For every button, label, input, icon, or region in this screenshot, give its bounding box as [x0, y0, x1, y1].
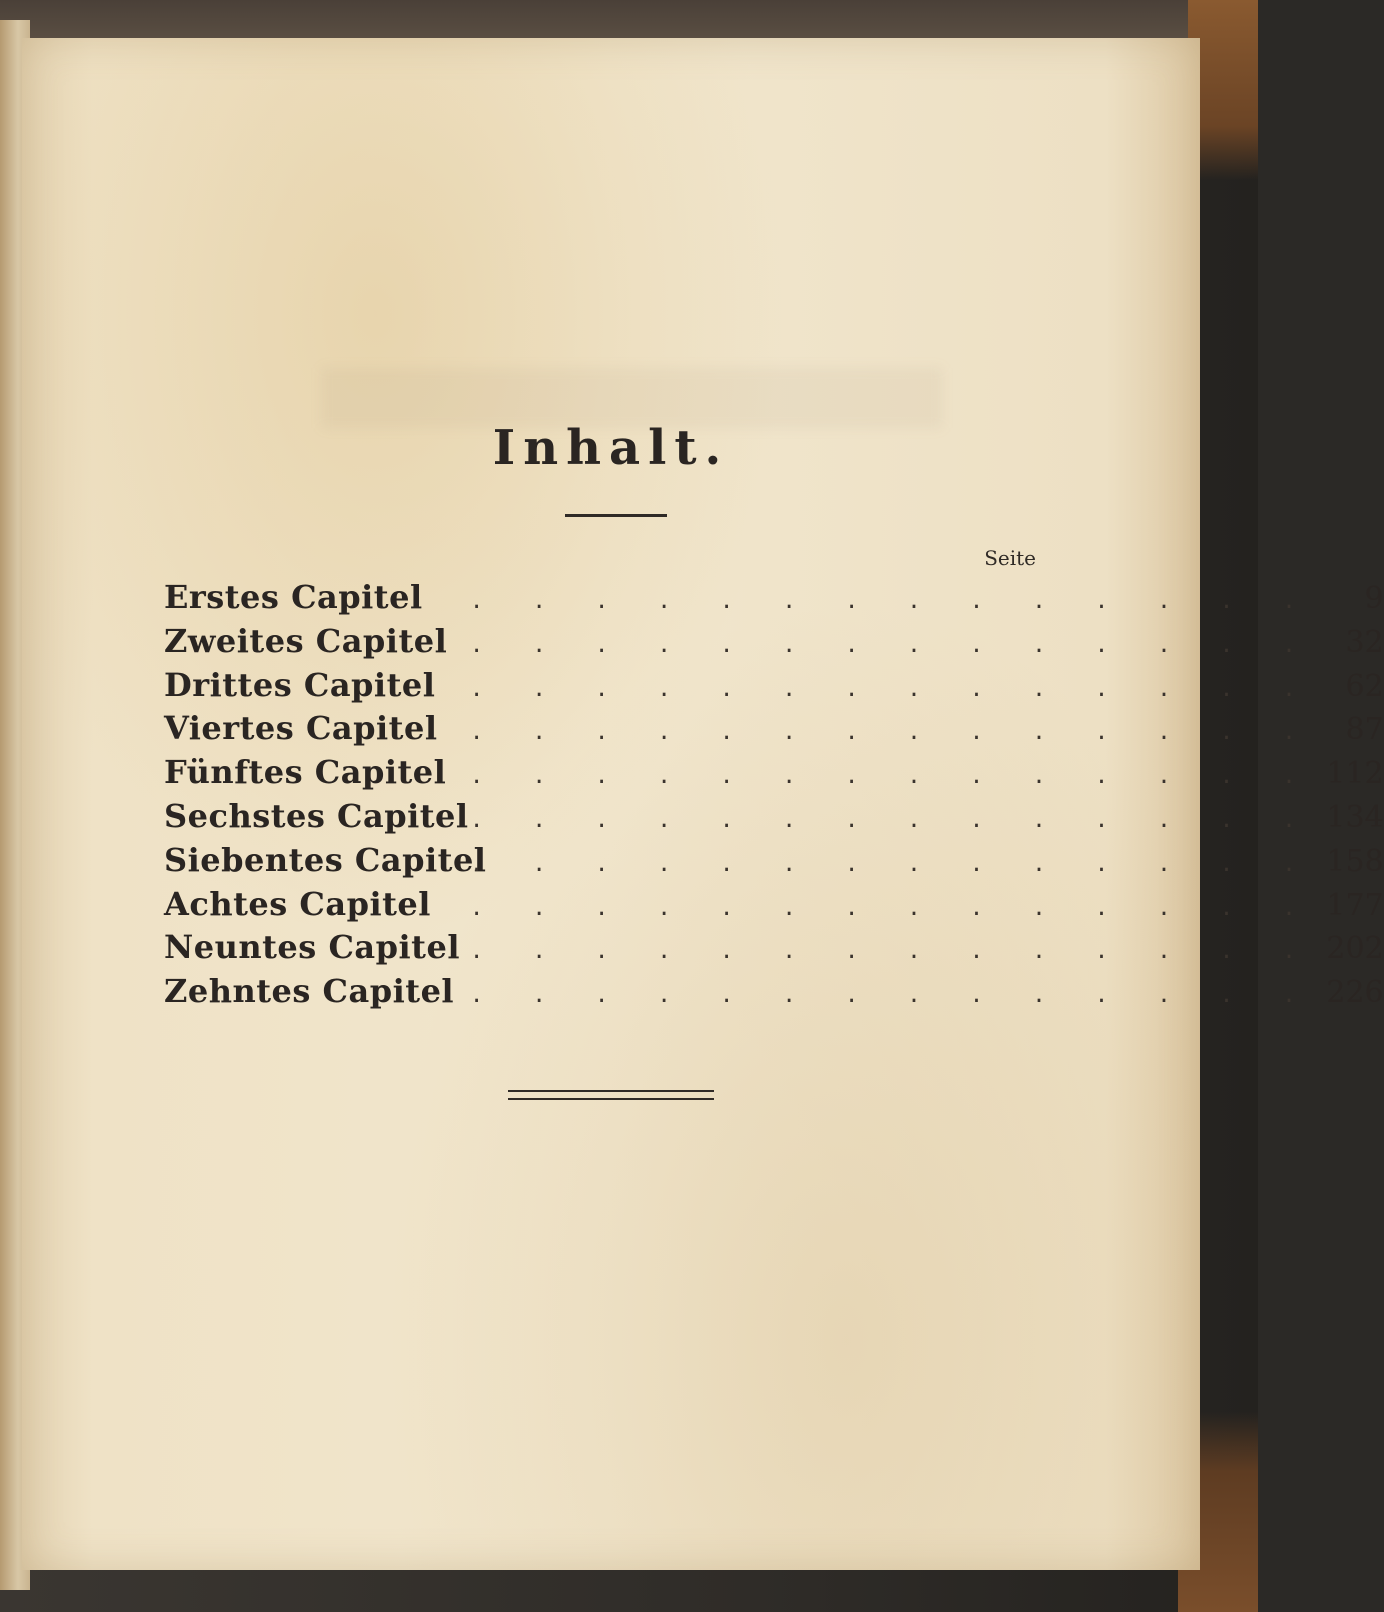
book-page: [22, 38, 1384, 1570]
title-rule: [565, 514, 667, 517]
toc-entry-title: Neuntes Capitel: [164, 928, 460, 967]
toc-entry-page: 134: [1326, 799, 1384, 835]
toc-entry-page: 158: [1326, 843, 1384, 879]
toc-entry-page: 62: [1345, 668, 1384, 704]
toc-entry: [164, 796, 1384, 841]
toc-entry-page: 32: [1345, 624, 1384, 660]
toc-dot-leader: . . . . . . . . . . . . . .: [470, 807, 1314, 833]
toc-entry: [164, 578, 1384, 622]
toc-entry-page: 177: [1326, 887, 1384, 923]
toc-entry-page: 9: [1364, 581, 1384, 616]
toc-dot-leader: . . . . . . . . . . . . . .: [470, 632, 1314, 658]
page-column-label: Seite: [984, 546, 1036, 570]
toc-entry: [164, 840, 1384, 885]
toc-entry-title: Siebentes Capitel: [164, 840, 487, 879]
toc-entry-page: 226: [1326, 975, 1384, 1011]
toc-dot-leader: . . . . . . . . . . . . . .: [470, 983, 1314, 1009]
toc-entry: [164, 753, 1384, 797]
toc-dot-leader: . . . . . . . . . . . . . .: [470, 676, 1314, 702]
toc-entry-title: Fünftes Capitel: [164, 753, 447, 792]
toc-dot-leader: . . . . . . . . . . . . . .: [470, 895, 1314, 921]
closing-double-rule: [508, 1090, 714, 1100]
toc-entry-title: Zweites Capitel: [164, 621, 448, 660]
table-of-contents: [164, 578, 1384, 1016]
toc-entry: [164, 709, 1384, 753]
toc-entry-title: Erstes Capitel: [164, 578, 423, 616]
toc-entry: [164, 621, 1384, 666]
toc-entry: [164, 884, 1384, 929]
toc-dot-leader: . . . . . . . . . . . . . .: [470, 589, 1314, 614]
toc-dot-leader: . . . . . . . . . . . . . .: [470, 939, 1314, 965]
bleed-through-text: [322, 368, 942, 428]
toc-entry-page: 87: [1345, 712, 1384, 748]
toc-entry-page: 112: [1326, 756, 1384, 792]
toc-dot-leader: . . . . . . . . . . . . . .: [470, 720, 1314, 746]
toc-entry-page: 202: [1326, 931, 1384, 967]
toc-dot-leader: . . . . . . . . . . . . . .: [470, 764, 1314, 790]
toc-entry-title: Achtes Capitel: [164, 884, 431, 923]
toc-entry: [164, 665, 1384, 710]
toc-dot-leader: . . . . . . . . . . . . . .: [470, 851, 1314, 877]
toc-entry-title: Sechstes Capitel: [164, 796, 469, 835]
toc-entry: [164, 972, 1384, 1016]
page-title: Inhalt.: [492, 420, 730, 476]
toc-entry-title: Drittes Capitel: [164, 665, 436, 704]
toc-entry-title: Viertes Capitel: [164, 709, 438, 748]
toc-entry-title: Zehntes Capitel: [164, 972, 455, 1011]
toc-entry: [164, 928, 1384, 972]
